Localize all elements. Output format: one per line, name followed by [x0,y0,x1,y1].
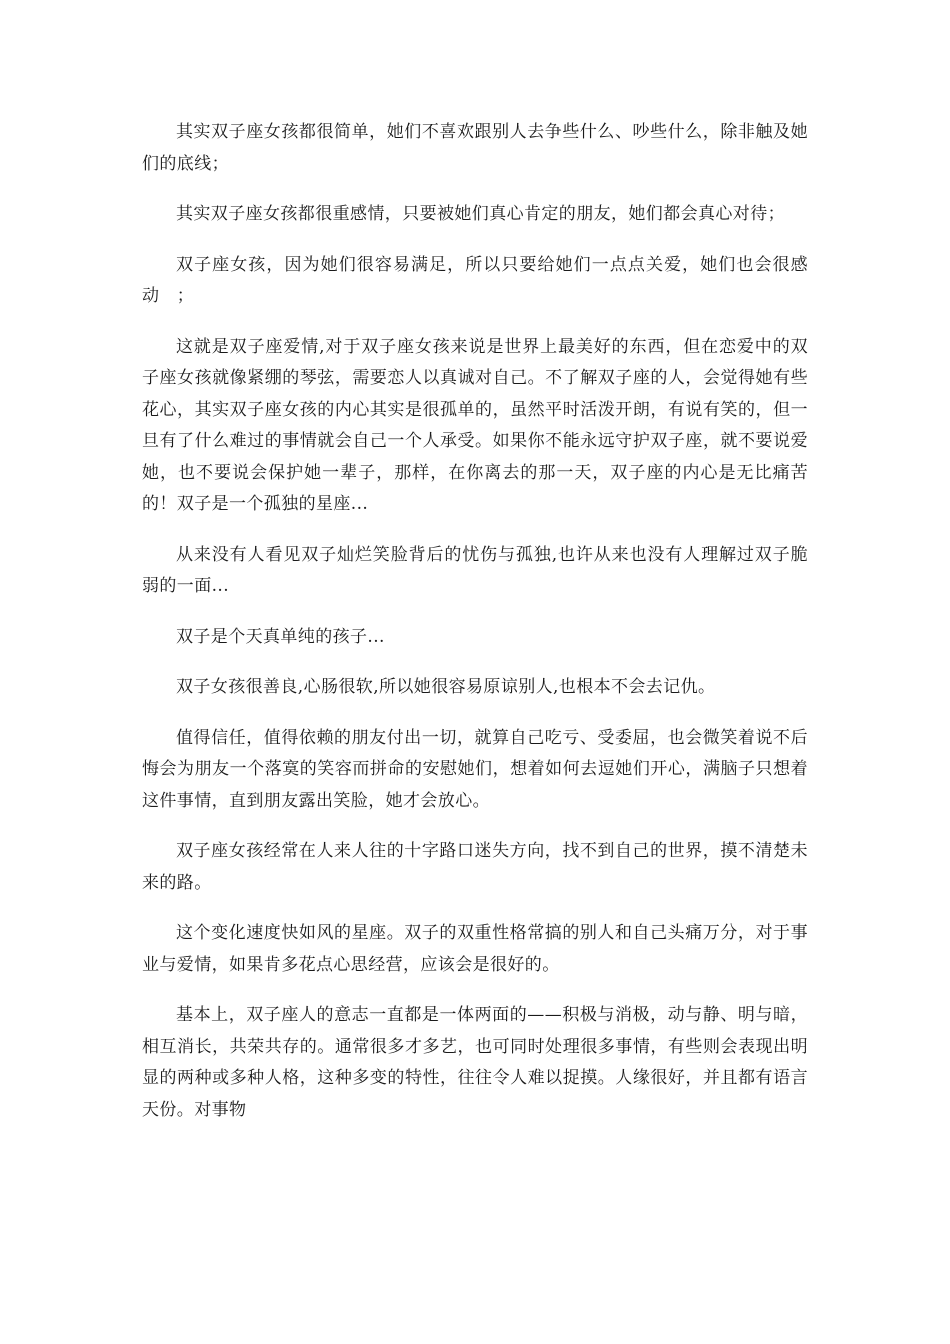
paragraph-6: 双子是个天真单纯的孩子... [176,626,385,647]
paragraph-1: 其实双子座女孩都很简单，她们不喜欢跟别人去争些什么、吵些什么，除非触及她们的底线； [142,122,808,174]
paragraph-10: 这个变化速度快如风的星座。双子的双重性格常搞的别人和自己头痛万分，对于事业与爱情，如果肯多花点心思经营，应该会是很好的。 [142,923,808,975]
document-body [142,117,808,1145]
paragraph-9: 双子座女孩经常在人来人往的十字路口迷失方向，找不到自己的世界，摸不清楚未来的路。 [142,841,808,893]
paragraph-3: 双子座女孩，因为她们很容易满足，所以只要给她们一点点关爱，她们也会很感动 ； [142,254,808,306]
paragraph-11: 基本上，双子座人的意志一直都是一体两面的——积极与消极，动与静、明与暗，相互消长，共荣共存的。通常很多才多艺，也可同时处理很多事情，有些则会表现出明显的两种或多种人格，这种多变的特性，往往令人难以捉摸。人缘很好，并且都有语言天份。对事物 [142,1005,808,1120]
paragraph-2: 其实双子座女孩都很重感情，只要被她们真心肯定的朋友，她们都会真心对待； [176,204,785,224]
paragraph-5: 从来没有人看见双子灿烂笑脸背后的忧伤与孤独,也许从来也没有人理解过双子脆弱的一面... [142,544,808,596]
paragraph-4: 这就是双子座爱情,对于双子座女孩来说是世界上最美好的东西，但在恋爱中的双子座女孩就像紧绷的琴弦，需要恋人以真诚对自己。不了解双子座的人，会觉得她有些花心，其实双子座女孩的内心其实是很孤单的，虽然平时活泼开朗，有说有笑的，但一旦有了什么难过的事情就会自己一个人承受。如果你不能永远守护双子座，就不要说爱她，也不要说会保护她一辈子，那样，在你离去的那一天，双子座的内心是无比痛苦的！双子是一个孤独的星座... [142,336,808,514]
paragraph-7: 双子女孩很善良,心肠很软,所以她很容易原谅别人,也根本不会去记仇。 [176,677,716,697]
paragraph-8: 值得信任，值得依赖的朋友付出一切，就算自己吃亏、受委屈，也会微笑着说不后悔会为朋友一个落寞的笑容而拼命的安慰她们，想着如何去逗她们开心，满脑子只想着这件事情，直到朋友露出笑脸，她才会放心。 [142,727,808,811]
